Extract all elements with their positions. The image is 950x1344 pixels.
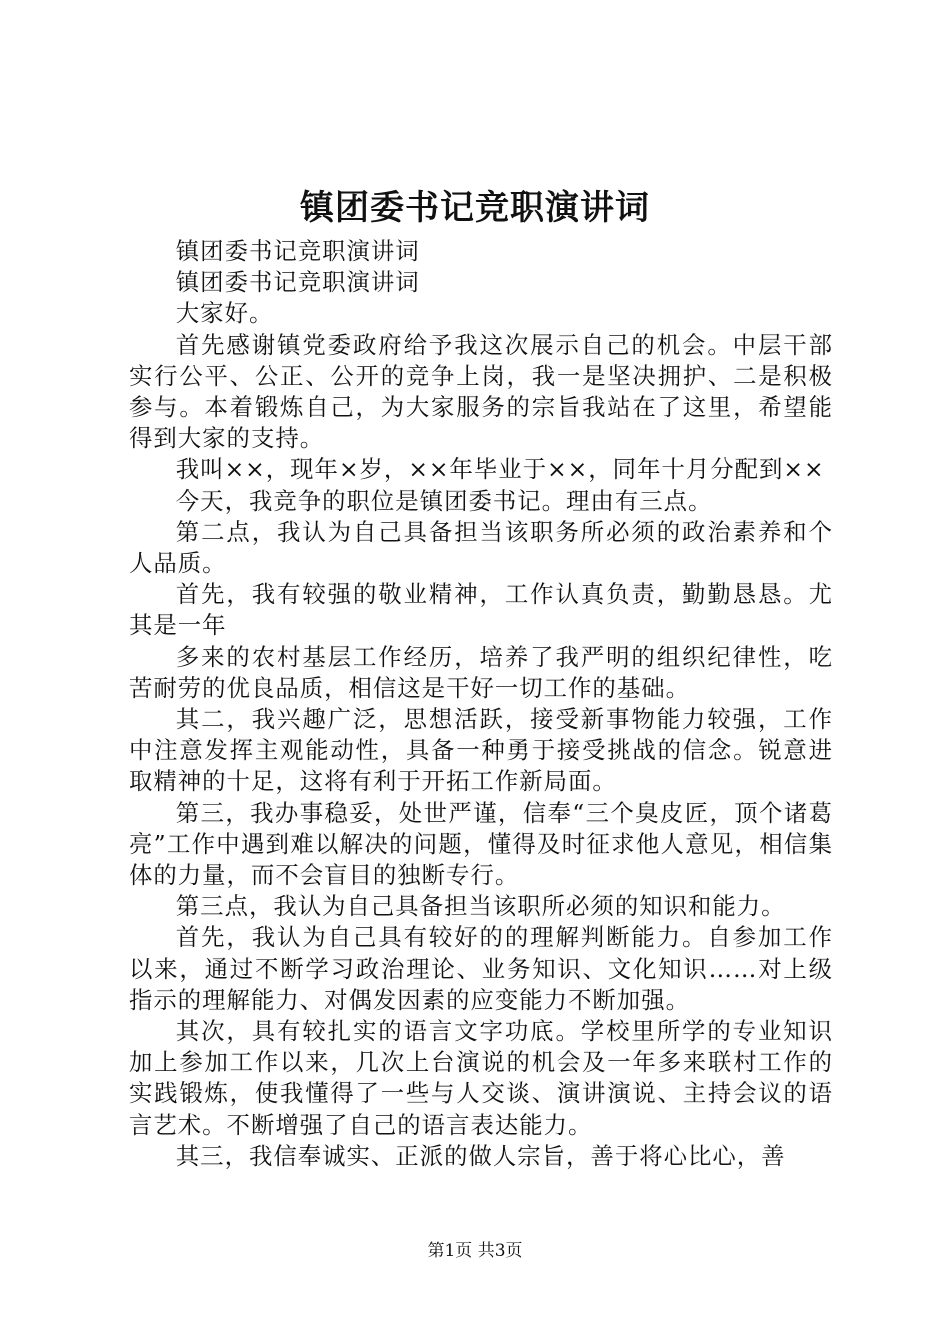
- paragraph: 镇团委书记竞职演讲词: [175, 237, 420, 265]
- paragraph: 第二点，我认为自己具备担当该职务所必须的政治素养和个人品质。: [129, 517, 833, 578]
- paragraph: 其次，具有较扎实的语言文字功底。学校里所学的专业知识加上参加工作以来，几次上台演说的机会及一年多来联村工作的实践锻炼，使我懂得了一些与人交谈、演讲演说、主持会议的语言艺术。不断增强了自己的语言表达能力。: [129, 1017, 833, 1139]
- document-title: 镇团委书记竞职演讲词: [300, 188, 650, 228]
- paragraph: 其二，我兴趣广泛，思想活跃，接受新事物能力较强，工作中注意发挥主观能动性，具备一种勇于接受挑战的信念。锐意进取精神的十足，这将有利于开拓工作新局面。: [129, 705, 833, 796]
- paragraph: 首先感谢镇党委政府给予我这次展示自己的机会。中层干部实行公平、公正、公开的竞争上岗，我一是坚决拥护、二是积极参与。本着锻炼自己，为大家服务的宗旨我站在了这里，希望能得到大家的支持。: [129, 330, 833, 453]
- paragraph: 大家好。: [175, 299, 274, 328]
- page-indicator: 第1页 共3页: [427, 1241, 523, 1261]
- paragraph: 首先，我有较强的敬业精神，工作认真负责，勤勤恳恳。尤其是一年: [129, 580, 833, 640]
- paragraph: 镇团委书记竞职演讲词: [175, 268, 420, 297]
- document-body: [129, 236, 833, 1172]
- paragraph: 我叫××，现年×岁，××年毕业于××，同年十月分配到××: [175, 455, 825, 484]
- paragraph: 第三点，我认为自己具备担当该职所必须的知识和能力。: [175, 892, 786, 921]
- paragraph: 其三，我信奉诚实、正派的做人宗旨，善于将心比心，善: [175, 1141, 786, 1170]
- paragraph: 第三，我办事稳妥，处世严谨，信奉“三个臭皮匠，顶个诸葛亮”工作中遇到难以解决的问题，懂得及时征求他人意见，相信集体的力量，而不会盲目的独断专行。: [129, 798, 833, 890]
- paragraph: 多来的农村基层工作经历，培养了我严明的组织纪律性，吃苦耐劳的优良品质，相信这是干好一切工作的基础。: [129, 642, 833, 702]
- paragraph: 今天，我竞争的职位是镇团委书记。理由有三点。: [175, 486, 713, 515]
- paragraph: 首先，我认为自己具有较好的的理解判断能力。自参加工作以来，通过不断学习政治理论、业务知识、文化知识……对上级指示的理解能力、对偶发因素的应变能力不断加强。: [129, 923, 833, 1014]
